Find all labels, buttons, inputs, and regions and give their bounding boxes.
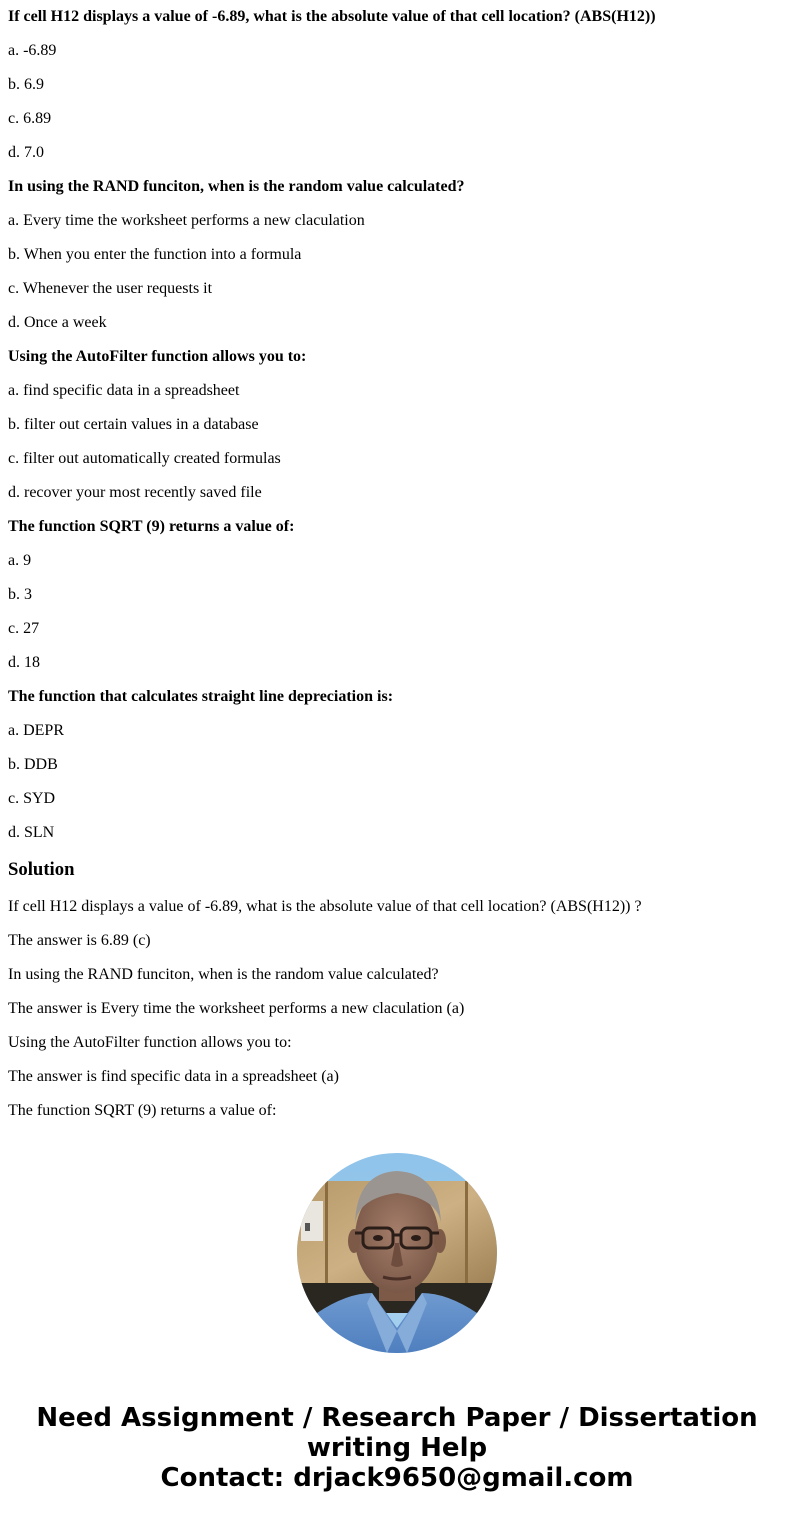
option-b: b. When you enter the function into a formula — [8, 246, 302, 263]
solution-answer: The answer is find specific data in a spreadsheet (a) — [8, 1068, 339, 1085]
option-a: a. Every time the worksheet performs a new claculation — [8, 212, 365, 229]
option-b: b. filter out certain values in a database — [8, 416, 259, 433]
option-a: a. find specific data in a spreadsheet — [8, 382, 240, 399]
promo-banner — [0, 1403, 794, 1493]
solution-section — [8, 850, 786, 1128]
author-photo — [297, 1153, 497, 1353]
question-text: The function that calculates straight line depreciation is: — [8, 688, 394, 705]
question-4 — [8, 510, 786, 680]
question-text: In using the RAND funciton, when is the random value calculated? — [8, 178, 465, 195]
promo-contact: Contact: drjack9650@gmail.com — [160, 1463, 634, 1493]
option-c: c. 6.89 — [8, 110, 52, 127]
option-d: d. recover your most recently saved file — [8, 484, 262, 501]
question-text: Using the AutoFilter function allows you to: — [8, 348, 307, 365]
solution-line: Using the AutoFilter function allows you to: — [8, 1034, 292, 1051]
solution-heading: Solution — [8, 859, 75, 880]
question-2 — [8, 170, 786, 340]
option-d: d. 7.0 — [8, 144, 44, 161]
option-b: b. 3 — [8, 586, 32, 603]
solution-line: The function SQRT (9) returns a value of: — [8, 1102, 277, 1119]
option-a: a. 9 — [8, 552, 32, 569]
option-b: b. 6.9 — [8, 76, 44, 93]
option-d: d. 18 — [8, 654, 40, 671]
option-d: d. SLN — [8, 824, 55, 841]
option-b: b. DDB — [8, 756, 58, 773]
option-c: c. SYD — [8, 790, 56, 807]
option-a: a. -6.89 — [8, 42, 57, 59]
promo-line-1: Need Assignment / Research Paper / Dissertation — [36, 1403, 758, 1433]
option-c: c. Whenever the user requests it — [8, 280, 213, 297]
question-5 — [8, 680, 786, 850]
option-c: c. 27 — [8, 620, 40, 637]
question-text: The function SQRT (9) returns a value of: — [8, 518, 295, 535]
solution-answer: The answer is 6.89 (c) — [8, 932, 151, 949]
option-a: a. DEPR — [8, 722, 64, 739]
question-text: If cell H12 displays a value of -6.89, what is the absolute value of that cell location? (ABS(H12)) — [8, 8, 656, 25]
solution-line: In using the RAND funciton, when is the random value calculated? — [8, 966, 439, 983]
solution-line: If cell H12 displays a value of -6.89, what is the absolute value of that cell location? (ABS(H12)) ? — [8, 898, 642, 915]
question-3 — [8, 340, 786, 510]
solution-answer: The answer is Every time the worksheet performs a new claculation (a) — [8, 1000, 465, 1017]
option-c: c. filter out automatically created formulas — [8, 450, 281, 467]
promo-line-2: writing Help — [306, 1433, 488, 1463]
portrait-image-icon — [297, 1153, 497, 1353]
question-1 — [8, 0, 786, 170]
option-d: d. Once a week — [8, 314, 107, 331]
